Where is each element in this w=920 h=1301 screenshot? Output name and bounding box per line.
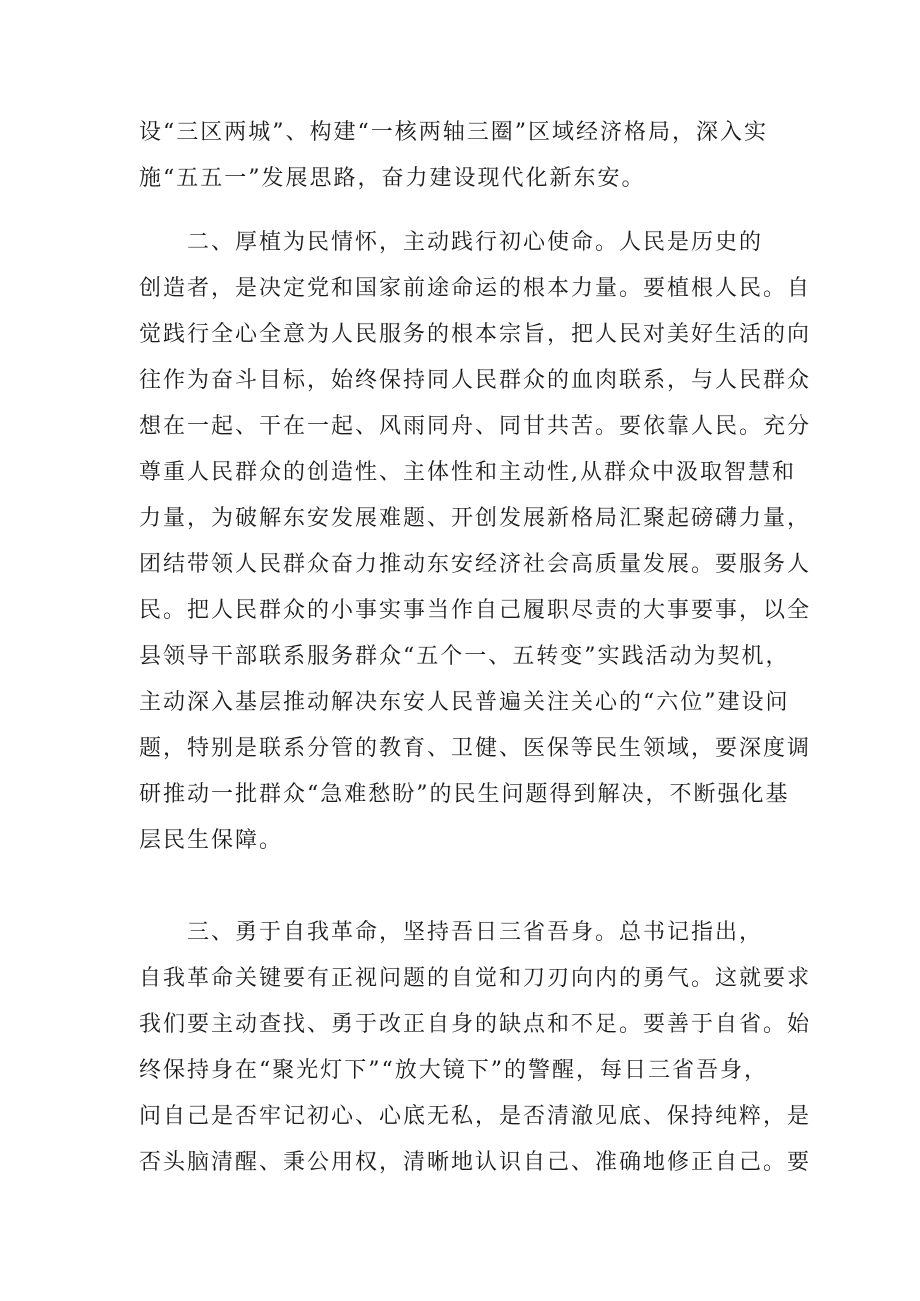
paragraph-line: 设“三区两城”、构建“一核两轴三圈”区域经济格局，深入实 [139,120,768,145]
paragraph-line: 终保持身在“聚光灯下”“放大镜下”的警醒，每日三省吾身， [139,1058,768,1083]
paragraph-line: 创造者，是决定党和国家前途命运的根本力量。要植根人民。自 [139,276,812,301]
paragraph-line: 研推动一批群众“急难愁盼”的民生问题得到解决，不断强化基 [139,782,790,807]
paragraph-line: 团结带领人民群众奋力推动东安经济社会高质量发展。要服务人 [139,552,812,577]
paragraph-line: 问自己是否牢记初心、心底无私，是否清澈见底、保持纯粹，是 [139,1104,812,1129]
paragraph-1 [139,110,799,202]
paragraph-line: 县领导干部联系服务群众“五个一、五转变”实践活动为契机， [139,644,790,669]
paragraph-line: 民。把人民群众的小事实事当作自己履职尽责的大事要事，以全 [139,598,812,623]
paragraph-line: 我们要主动查找、勇于改正自身的缺点和不足。要善于自省。始 [139,1012,812,1037]
paragraph-line: 三、勇于自我革命，坚持吾日三省吾身。总书记指出， [139,920,764,945]
paragraph-line: 自我革命关键要有正视问题的自觉和刀刃向内的勇气。这就要求 [139,966,812,991]
paragraph-2 [139,220,812,864]
paragraph-line: 否头脑清醒、秉公用权，清晰地认识自己、准确地修正自己。要 [139,1150,812,1175]
paragraph-line: 主动深入基层推动解决东安人民普遍关注关心的“六位”建设问 [139,690,790,715]
paragraph-line: 想在一起、干在一起、风雨同舟、同甘共苦。要依靠人民。充分 [139,414,812,439]
paragraph-line: 二、厚植为民情怀，主动践行初心使命。人民是历史的 [139,230,764,255]
paragraph-line: 尊重人民群众的创造性、主体性和主动性,从群众中汲取智慧和 [139,460,796,485]
paragraph-line: 往作为奋斗目标，始终保持同人民群众的血肉联系，与人民群众 [139,368,812,393]
paragraph-line: 题，特别是联系分管的教育、卫健、医保等民生领域，要深度调 [139,736,812,761]
paragraph-3 [139,910,812,1186]
paragraph-line: 力量，为破解东安发展难题、开创发展新格局汇聚起磅礴力量， [139,506,812,531]
paragraph-line: 施“五五一”发展思路，奋力建设现代化新东安。 [139,166,646,191]
paragraph-line: 觉践行全心全意为人民服务的根本宗旨，把人民对美好生活的向 [139,322,812,347]
paragraph-line: 层民生保障。 [139,828,284,853]
